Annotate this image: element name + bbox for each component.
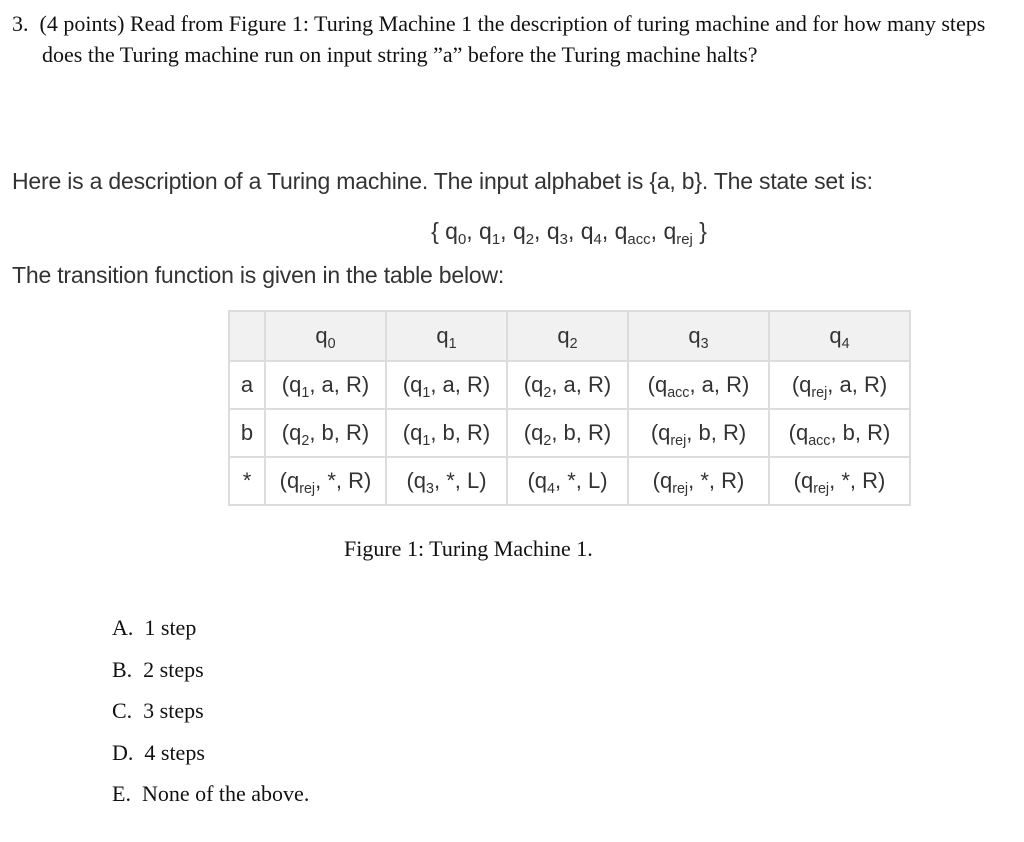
transition-cell: ($q_2$, b, R)	[265, 409, 386, 457]
transition-caption: The transition function is given in the table below:	[12, 262, 505, 288]
table-corner-cell	[229, 311, 265, 361]
state-set: { $q_0$, $q_1$, $q_2$, $q_3$, $q_4$, $q_{acc}$, $q_{rej}$ }	[431, 218, 707, 249]
question-text	[12, 8, 1012, 70]
transition-cell: ($q_2$, b, R)	[507, 409, 628, 457]
column-header: $q_4$	[769, 311, 910, 361]
question-block	[12, 8, 1012, 70]
transition-cell: ($q_2$, a, R)	[507, 361, 628, 409]
transition-cell: ($q_1$, b, R)	[386, 409, 507, 457]
answer-option: B. 2 steps	[112, 656, 204, 682]
transition-cell: ($q_{rej}$, a, R)	[769, 361, 910, 409]
table-row	[229, 361, 910, 409]
table-body	[229, 361, 910, 505]
table-header-row	[229, 311, 910, 361]
column-header: $q_1$	[386, 311, 507, 361]
figure-intro: Here is a description of a Turing machine. The input alphabet is {a, b}. The state set is:	[12, 168, 873, 194]
transition-cell: ($q_1$, a, R)	[386, 361, 507, 409]
transition-cell: ($q_{rej}$, *, R)	[628, 457, 769, 505]
transition-cell: ($q_{acc}$, a, R)	[628, 361, 769, 409]
answer-option: D. 4 steps	[112, 739, 205, 765]
transition-cell: ($q_{acc}$, b, R)	[769, 409, 910, 457]
answer-option: C. 3 steps	[112, 698, 204, 723]
answer-option: A. 1 step	[112, 615, 197, 640]
row-symbol: *	[229, 457, 265, 505]
table-row	[229, 409, 910, 457]
table-row	[229, 457, 910, 505]
column-header: $q_3$	[628, 311, 769, 361]
transition-cell: ($q_4$, *, L)	[507, 457, 628, 505]
answer-options	[112, 612, 309, 820]
row-symbol: a	[229, 361, 265, 409]
transition-cell: ($q_3$, *, L)	[386, 457, 507, 505]
transition-cell: ($q_{rej}$, *, R)	[265, 457, 386, 505]
answer-option: E. None of the above.	[112, 781, 310, 806]
question-number: 3.	[12, 11, 29, 36]
column-header: $q_2$	[507, 311, 628, 361]
transition-cell: ($q_{rej}$, *, R)	[769, 457, 910, 505]
figure-caption: Figure 1: Turing Machine 1.	[344, 536, 593, 561]
column-header: $q_0$	[265, 311, 386, 361]
transition-cell: ($q_1$, a, R)	[265, 361, 386, 409]
question-body: (4 points) Read from Figure 1: Turing Machine 1 the description of turing machine and for how many steps does the Turing machine run on input string ”a” before the Turing machine halts?	[39, 11, 986, 67]
transition-cell: ($q_{rej}$, b, R)	[628, 409, 769, 457]
row-symbol: b	[229, 409, 265, 457]
transition-table	[228, 310, 911, 506]
